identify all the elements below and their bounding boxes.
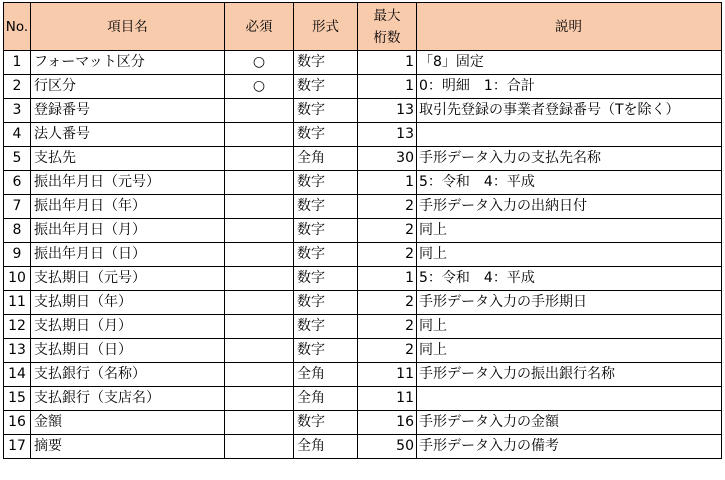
cell-max-length: 11 bbox=[358, 363, 417, 387]
cell-no: 11 bbox=[4, 291, 31, 315]
cell-description: 5：令和 4：平成 bbox=[417, 267, 722, 291]
cell-max-length: 13 bbox=[358, 99, 417, 123]
cell-description: 手形データ入力の振出銀行名称 bbox=[417, 363, 722, 387]
cell-no: 16 bbox=[4, 411, 31, 435]
cell-max-length: 13 bbox=[358, 123, 417, 147]
cell-max-length: 1 bbox=[358, 171, 417, 195]
cell-no: 5 bbox=[4, 147, 31, 171]
cell-format: 数字 bbox=[294, 171, 358, 195]
cell-description: 取引先登録の事業者登録番号（Tを除く） bbox=[417, 99, 722, 123]
table-row bbox=[4, 123, 722, 147]
cell-required bbox=[225, 219, 294, 243]
cell-required bbox=[225, 291, 294, 315]
cell-format: 数字 bbox=[294, 291, 358, 315]
cell-max-length: 16 bbox=[358, 411, 417, 435]
cell-item-name: 摘要 bbox=[31, 435, 225, 459]
cell-format: 数字 bbox=[294, 411, 358, 435]
cell-format: 数字 bbox=[294, 99, 358, 123]
cell-item-name: 登録番号 bbox=[31, 99, 225, 123]
cell-item-name: 振出年月日（日） bbox=[31, 243, 225, 267]
cell-description: 5：令和 4：平成 bbox=[417, 171, 722, 195]
cell-description: 同上 bbox=[417, 315, 722, 339]
cell-no: 17 bbox=[4, 435, 31, 459]
cell-required bbox=[225, 363, 294, 387]
header-format: 形式 bbox=[294, 3, 358, 51]
cell-max-length: 2 bbox=[358, 195, 417, 219]
cell-format: 数字 bbox=[294, 267, 358, 291]
table-row bbox=[4, 363, 722, 387]
table-row bbox=[4, 291, 722, 315]
cell-max-length: 2 bbox=[358, 291, 417, 315]
cell-no: 2 bbox=[4, 75, 31, 99]
table-row bbox=[4, 267, 722, 291]
cell-no: 13 bbox=[4, 339, 31, 363]
cell-description: 手形データ入力の金額 bbox=[417, 411, 722, 435]
cell-item-name: 支払銀行（名称） bbox=[31, 363, 225, 387]
cell-required bbox=[225, 171, 294, 195]
cell-item-name: 金額 bbox=[31, 411, 225, 435]
cell-format: 数字 bbox=[294, 219, 358, 243]
cell-format: 数字 bbox=[294, 123, 358, 147]
header-max-length bbox=[358, 3, 417, 51]
cell-no: 7 bbox=[4, 195, 31, 219]
cell-item-name: 支払期日（年） bbox=[31, 291, 225, 315]
cell-max-length: 2 bbox=[358, 315, 417, 339]
cell-max-length: 2 bbox=[358, 219, 417, 243]
cell-max-length: 2 bbox=[358, 339, 417, 363]
cell-description: 0：明細 1：合計 bbox=[417, 75, 722, 99]
table-row bbox=[4, 315, 722, 339]
table-row bbox=[4, 195, 722, 219]
cell-format: 全角 bbox=[294, 387, 358, 411]
cell-required bbox=[225, 123, 294, 147]
table-row bbox=[4, 411, 722, 435]
header-max-length-line1: 最大 bbox=[373, 7, 401, 24]
cell-required bbox=[225, 411, 294, 435]
cell-format: 全角 bbox=[294, 435, 358, 459]
header-required: 必須 bbox=[225, 3, 294, 51]
cell-max-length: 1 bbox=[358, 75, 417, 99]
cell-required bbox=[225, 339, 294, 363]
table-row bbox=[4, 339, 722, 363]
table-row bbox=[4, 51, 722, 75]
cell-no: 4 bbox=[4, 123, 31, 147]
table-row bbox=[4, 75, 722, 99]
table-row bbox=[4, 219, 722, 243]
table-body bbox=[4, 51, 722, 459]
cell-item-name: 支払先 bbox=[31, 147, 225, 171]
cell-max-length: 1 bbox=[358, 51, 417, 75]
cell-format: 数字 bbox=[294, 339, 358, 363]
cell-item-name: フォーマット区分 bbox=[31, 51, 225, 75]
cell-item-name: 支払期日（日） bbox=[31, 339, 225, 363]
cell-description: 「8」固定 bbox=[417, 51, 722, 75]
cell-no: 1 bbox=[4, 51, 31, 75]
cell-format: 数字 bbox=[294, 243, 358, 267]
header-description: 説明 bbox=[417, 3, 722, 51]
cell-item-name: 行区分 bbox=[31, 75, 225, 99]
cell-required bbox=[225, 147, 294, 171]
header-no: No. bbox=[4, 3, 31, 51]
cell-format: 数字 bbox=[294, 195, 358, 219]
table-row bbox=[4, 147, 722, 171]
cell-format: 全角 bbox=[294, 147, 358, 171]
cell-no: 8 bbox=[4, 219, 31, 243]
cell-max-length: 30 bbox=[358, 147, 417, 171]
cell-max-length: 2 bbox=[358, 243, 417, 267]
table-row bbox=[4, 435, 722, 459]
cell-required bbox=[225, 243, 294, 267]
cell-item-name: 支払銀行（支店名） bbox=[31, 387, 225, 411]
cell-required bbox=[225, 195, 294, 219]
cell-description bbox=[417, 123, 722, 147]
cell-item-name: 振出年月日（元号） bbox=[31, 171, 225, 195]
cell-format: 数字 bbox=[294, 75, 358, 99]
cell-no: 12 bbox=[4, 315, 31, 339]
cell-item-name: 振出年月日（月） bbox=[31, 219, 225, 243]
cell-no: 6 bbox=[4, 171, 31, 195]
cell-max-length: 50 bbox=[358, 435, 417, 459]
header-max-length-line2: 桁数 bbox=[373, 29, 401, 46]
cell-required bbox=[225, 99, 294, 123]
cell-item-name: 振出年月日（年） bbox=[31, 195, 225, 219]
cell-required: ○ bbox=[225, 75, 294, 99]
cell-no: 3 bbox=[4, 99, 31, 123]
table-row bbox=[4, 99, 722, 123]
header-item-name: 項目名 bbox=[31, 3, 225, 51]
cell-max-length: 1 bbox=[358, 267, 417, 291]
cell-description: 手形データ入力の出納日付 bbox=[417, 195, 722, 219]
cell-required bbox=[225, 435, 294, 459]
cell-required: ○ bbox=[225, 51, 294, 75]
header-row bbox=[4, 3, 722, 51]
cell-description: 手形データ入力の手形期日 bbox=[417, 291, 722, 315]
table-row bbox=[4, 171, 722, 195]
cell-no: 15 bbox=[4, 387, 31, 411]
cell-no: 10 bbox=[4, 267, 31, 291]
table-row bbox=[4, 243, 722, 267]
cell-required bbox=[225, 387, 294, 411]
cell-no: 14 bbox=[4, 363, 31, 387]
cell-item-name: 法人番号 bbox=[31, 123, 225, 147]
cell-description: 手形データ入力の支払先名称 bbox=[417, 147, 722, 171]
cell-no: 9 bbox=[4, 243, 31, 267]
cell-required bbox=[225, 315, 294, 339]
cell-item-name: 支払期日（月） bbox=[31, 315, 225, 339]
field-spec-table bbox=[3, 2, 722, 459]
cell-description: 同上 bbox=[417, 243, 722, 267]
cell-format: 数字 bbox=[294, 315, 358, 339]
cell-format: 全角 bbox=[294, 363, 358, 387]
cell-item-name: 支払期日（元号） bbox=[31, 267, 225, 291]
cell-required bbox=[225, 267, 294, 291]
table-row bbox=[4, 387, 722, 411]
cell-format: 数字 bbox=[294, 51, 358, 75]
table-header bbox=[4, 3, 722, 51]
cell-description: 同上 bbox=[417, 219, 722, 243]
cell-description: 同上 bbox=[417, 339, 722, 363]
cell-max-length: 11 bbox=[358, 387, 417, 411]
cell-description: 手形データ入力の備考 bbox=[417, 435, 722, 459]
cell-description bbox=[417, 387, 722, 411]
